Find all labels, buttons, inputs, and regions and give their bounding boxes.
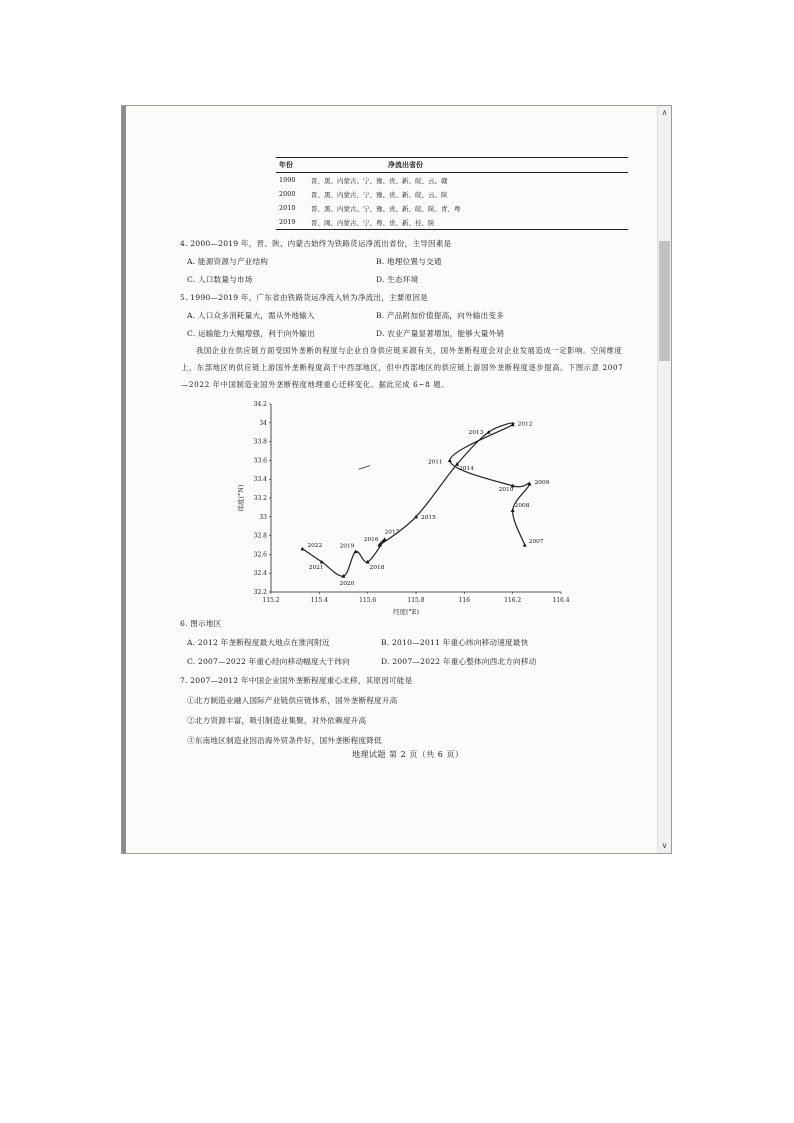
q4-option-c: C. 人口数量与市场: [187, 275, 253, 284]
q4-option-a: A. 能源资源与产业结构: [187, 257, 269, 266]
x-tick-label: 115.4: [310, 597, 328, 604]
data-point-2011: [448, 458, 452, 462]
y-tick-label: 34: [259, 419, 267, 427]
scroll-up-arrow-icon[interactable]: ∧: [661, 108, 668, 117]
question-5-stem: 5. 1990—2019 年，广东省由铁路货运净流入转为净流出，主要原因是: [180, 293, 428, 302]
point-label-2010: 2010: [498, 486, 514, 493]
x-tick-label: 115.8: [407, 597, 425, 604]
x-axis-label: 经度(°E): [392, 608, 420, 616]
q7-option-1: ①北方制造业融入国际产业链供应链体系，国外垄断程度升高: [187, 696, 398, 705]
point-label-2018: 2018: [369, 564, 385, 571]
y-tick-label: 33.4: [253, 476, 267, 484]
point-label-2017: 2017: [384, 529, 400, 536]
point-label-2019: 2019: [339, 543, 355, 550]
point-label-2016: 2016: [363, 537, 379, 543]
table-cell-provinces: 晋、黑、内蒙古、宁、豫、贵、新、皖、云、陕: [311, 190, 448, 199]
x-tick-label: 115.6: [359, 597, 377, 604]
table-cell-year: 2019: [276, 215, 308, 230]
point-label-2009: 2009: [534, 479, 550, 486]
centroid-trajectory-line: [302, 423, 529, 576]
y-tick-label: 33.2: [253, 495, 267, 502]
chart-marks: [300, 422, 549, 587]
y-axis-label: 纬度(°N): [237, 484, 245, 512]
table-row: [276, 201, 628, 215]
table-cell-year: 2000: [279, 190, 296, 198]
q6-option-d: D. 2007—2022 年重心整体向西北方向移动: [381, 657, 537, 666]
table-cell-provinces: 晋、黑、内蒙古、宁、豫、贵、新、皖、陕、青、粤: [311, 204, 461, 213]
x-tick-label: 116.2: [504, 597, 522, 604]
exam-page: [126, 106, 659, 853]
y-tick-label: 33.8: [253, 438, 267, 446]
scroll-down-arrow-icon[interactable]: ∨: [661, 841, 668, 850]
table-cell-year: 2010: [279, 204, 296, 212]
q6-option-a: A. 2012 年垄断程度最大地点在淮河附近: [187, 638, 330, 647]
question-6-stem: 6. 图示地区: [180, 619, 222, 628]
y-tick-label: 32.2: [253, 589, 267, 596]
point-label-2020: 2020: [339, 581, 355, 588]
rail-freight-table: [276, 157, 628, 230]
x-tick-label: 116: [458, 597, 471, 604]
page-footer: 地理试题 第 2 页（共 6 页）: [352, 750, 464, 759]
vertical-scrollbar[interactable]: [657, 106, 671, 853]
data-point-2017: [383, 537, 387, 541]
point-label-2021: 2021: [308, 564, 324, 571]
table-header-row: [276, 158, 628, 173]
y-tick-label: 33: [259, 513, 267, 521]
y-tick-label: 32.6: [253, 551, 267, 559]
point-label-2007: 2007: [528, 539, 544, 545]
point-label-2015: 2015: [421, 514, 436, 521]
y-tick-label: 32.8: [253, 532, 267, 540]
q6-option-b: B. 2010—2011 年重心纬向移动速度最快: [381, 638, 529, 647]
point-label-2013: 2013: [468, 430, 484, 437]
y-tick-label: 32.4: [253, 570, 267, 578]
q7-option-3: ③东南地区制造业因沿海外贸条件好，国外垄断程度降低: [187, 736, 382, 745]
point-label-2008: 2008: [514, 503, 530, 510]
scroll-thumb[interactable]: [659, 241, 670, 361]
data-point-2022: [300, 547, 304, 551]
table-header-year: 年份: [276, 158, 308, 173]
table-row: [276, 173, 628, 188]
question-7-stem: 7. 2007—2012 年中国企业国外垄断程度重心北移，其原因可能是: [180, 676, 413, 685]
centroid-migration-chart: [231, 396, 571, 628]
q4-option-d: D. 生态环境: [376, 275, 419, 284]
table-header-provinces: 净流出省份: [308, 158, 628, 173]
table-cell-year: 1990: [279, 176, 296, 184]
q6-option-c: C. 2007—2022 年重心经向移动幅度大于纬向: [187, 657, 350, 666]
q4-option-b: B. 地理位置与交通: [376, 257, 442, 266]
y-tick-label: 33.6: [253, 457, 267, 465]
x-tick-label: 116.4: [552, 597, 570, 604]
q5-option-b: B. 产品附加价值提高，向外输出变多: [376, 311, 504, 320]
point-label-2012: 2012: [517, 421, 533, 428]
point-label-2022: 2022: [307, 542, 323, 549]
point-label-2011: 2011: [427, 459, 443, 466]
question-4-stem: 4. 2000—2019 年，晋、陕、内蒙古始终为铁路货运净流出省份，主导因素是: [180, 239, 452, 248]
passage-text: 我国企业在供应链方面受国外垄断的程度与企业自身供应链来源有关，国外垄断程度会对企业发展造成一定影响。空间维度上，东部地区的供应链上游国外垄断程度高于中西部地区，但中西部地区的供应链上游国外垄断程度逐步提高。下图示意 2007—2022 年中国制造业国外垄断程度地理重心迁移变化。据此完成 6~8 题。: [181, 346, 624, 389]
y-tick-label: 34.2: [253, 401, 267, 408]
q7-option-2: ②北方资源丰富，吸引制造业集聚，对外依赖度升高: [187, 716, 367, 725]
table-cell-provinces: 晋、闽、内蒙古、宁、粤、贵、新、桂、陕: [308, 215, 628, 230]
document-viewer: [121, 105, 672, 854]
table-row: [276, 187, 628, 201]
data-point-2007: [523, 543, 527, 547]
q5-option-a: A. 人口众多消耗量大，需从外地输入: [187, 311, 315, 320]
table-row: [276, 215, 628, 230]
q5-option-c: C. 运输能力大幅增强，利于向外输出: [187, 329, 315, 338]
table-cell-provinces: 晋、黑、内蒙古、宁、豫、贵、新、皖、云、赣: [311, 176, 448, 185]
x-tick-label: 115.2: [262, 597, 280, 604]
point-label-2014: 2014: [459, 466, 474, 473]
q5-option-d: D. 农业产量显著增加，能够大量外销: [376, 329, 505, 338]
